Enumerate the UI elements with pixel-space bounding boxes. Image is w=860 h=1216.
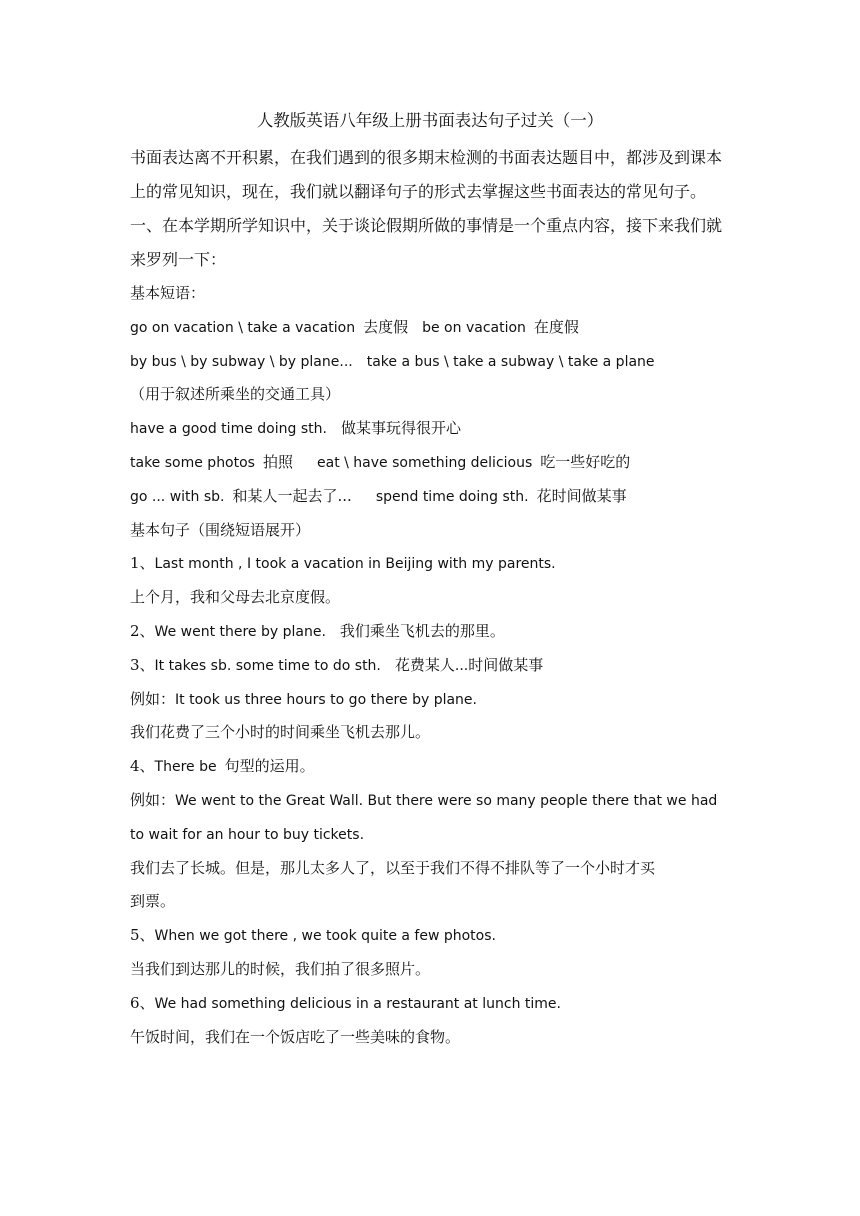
phrase-cn: 吃一些好吃的 [540, 452, 631, 471]
sentence-4-example: 例如：We went to the Great Wall. But there were so many people there that we had [130, 790, 718, 809]
phrase-en: have a good time doing sth. [130, 421, 327, 438]
document-title: 人教版英语八年级上册书面表达句子过关（一） [256, 111, 604, 130]
sentence-4: 4、There be 句型的运用。 [130, 757, 315, 776]
phrase-cn: 在度假 [533, 317, 579, 336]
sentence-6: 6、We had something delicious in a restaurant at lunch time. [130, 993, 561, 1012]
phrase-note: （用于叙述所乘坐的交通工具） [130, 385, 341, 404]
phrase-cn: 拍照 [262, 452, 293, 471]
sentence-4-example-translation: 我们去了长城。但是，那儿太多人了，以至于我们不得不排队等了一个小时才买 [130, 858, 656, 877]
phrases-heading: 基本短语： [130, 284, 206, 302]
sentence-1: 1、Last month , I took a vacation in Beijing with my parents. [130, 554, 556, 573]
sentence-6-translation: 午饭时间，我们在一个饭店吃了一些美味的食物。 [130, 1027, 461, 1046]
intro-paragraph: 书面表达离不开积累，在我们遇到的很多期末检测的书面表达题目中，都涉及到课本上的常见知识，现在，我们就以翻译句子的形式去掌握这些书面表达的常见句子。 [130, 148, 723, 201]
sentence-4-example-cont: to wait for an hour to buy tickets. [130, 826, 365, 843]
phrase-en: take a bus \ take a subway \ take a plane [366, 353, 655, 370]
phrase-en: by bus \ by subway \ by plane... [130, 353, 353, 370]
phrase-en: eat \ have something delicious [317, 454, 533, 471]
section1-intro: 一、在本学期所学知识中，关于谈论假期所做的事情是一个重点内容，接下来我们就来罗列一下： [130, 216, 723, 269]
phrase-en: spend time doing sth. [375, 488, 529, 505]
phrase-line-2 [130, 345, 736, 379]
phrase-cn: 花时间做某事 [536, 486, 627, 505]
phrase-line-4 [130, 446, 736, 480]
sentence-2: 2、We went there by plane. 我们乘坐飞机去的那里。 [130, 621, 505, 640]
phrase-cn: 做某事玩得很开心 [340, 419, 461, 438]
sentence-5-translation: 当我们到达那儿的时候，我们拍了很多照片。 [130, 959, 431, 978]
phrase-en: go ... with sb. [130, 488, 225, 505]
phrase-en: take some photos [130, 454, 255, 471]
phrase-line-3 [130, 412, 736, 446]
phrase-line-1 [130, 311, 736, 345]
sentence-3: 3、It takes sb. some time to do sth. 花费某人...时间做某事 [130, 655, 544, 674]
sentence-5: 5、When we got there , we took quite a few photos. [130, 926, 496, 945]
sentence-3-example: 例如：It took us three hours to go there by plane. [130, 689, 477, 708]
phrase-cn: 去度假 [363, 317, 409, 336]
phrase-en: go on vacation \ take a vacation [130, 319, 356, 336]
sentence-4-example-translation-cont: 到票。 [130, 892, 176, 911]
phrase-cn: 和某人一起去了... [232, 486, 352, 505]
sentence-3-example-translation: 我们花费了三个小时的时间乘坐飞机去那儿。 [130, 723, 431, 742]
document-body [130, 141, 736, 1054]
phrase-en: be on vacation [422, 319, 526, 336]
sentence-1-translation: 上个月，我和父母去北京度假。 [130, 588, 341, 607]
phrase-line-5 [130, 480, 736, 514]
sentences-heading: 基本句子（围绕短语展开） [130, 520, 311, 539]
